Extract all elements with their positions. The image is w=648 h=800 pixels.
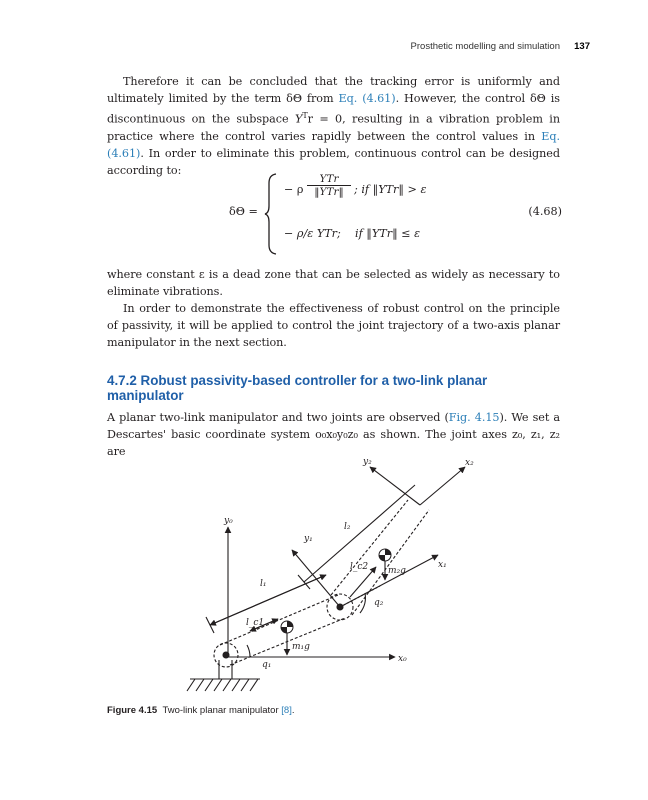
- equation-lhs: δΘ =: [229, 205, 258, 218]
- label-lc2: l_c2: [350, 562, 369, 572]
- eq-ref-link[interactable]: Eq. (4.61): [338, 92, 396, 105]
- figure-caption: Figure 4.15 Two-link planar manipulator [8].: [107, 705, 295, 716]
- label-m2g: m₂g: [388, 566, 406, 576]
- label-x2: x₂: [465, 458, 474, 468]
- eq-ref-link[interactable]: Eq. (4.61): [107, 129, 560, 160]
- running-title: Prosthetic modelling and simulation: [410, 41, 560, 52]
- case2-condition: if ‖YTr‖ ≤ ε: [355, 227, 421, 240]
- label-x0: x₀: [398, 654, 407, 664]
- left-brace: [264, 173, 278, 255]
- case1-expr: − ρ: [284, 183, 304, 196]
- citation-link[interactable]: [8]: [281, 705, 292, 716]
- label-q2: q₂: [374, 598, 384, 608]
- case1-fraction: YTr ‖YTr‖: [307, 173, 351, 198]
- label-y1: y₁: [304, 534, 313, 544]
- figure-manipulator: [180, 455, 474, 705]
- label-y2: y₂: [363, 457, 372, 467]
- com-1: [281, 621, 293, 633]
- equation-number: (4.68): [528, 205, 562, 218]
- label-y0: y₀: [224, 516, 233, 526]
- label-l1: l₁: [260, 579, 267, 589]
- case1-condition: ; if ‖YTr‖ > ε: [354, 183, 427, 196]
- label-q1: q₁: [262, 660, 272, 670]
- x2-axis: [420, 467, 465, 505]
- label-m1g: m₁g: [292, 642, 310, 652]
- ground-hatch: [187, 679, 258, 691]
- y2-axis: [370, 467, 420, 505]
- page-number: 137: [574, 41, 590, 52]
- com-2: [379, 549, 391, 561]
- joint-1: [223, 652, 229, 658]
- label-l2: l₂: [344, 522, 351, 532]
- paragraph-1: Therefore it can be concluded that the tracking error is uniformly and ultimately limited by the term δΘ from Eq. (4.61). However, the control δΘ is discontinuous on the subspace $Y^Tr = 0$, resulting in a vibration problem in practice where the control varies rapidly between the control values in Eq. (4.61). In order to eliminate this problem, continuous control can be designed according to:: [107, 75, 560, 177]
- case2-expr: − ρ/ε YTr;: [284, 227, 341, 240]
- fig-ref-link[interactable]: Fig. 4.15: [448, 411, 500, 424]
- paragraph-3: In order to demonstrate the effectiveness of robust control on the principle of passivity, it will be applied to control the joint trajectory of a two-axis planar manipulator in the next section.: [107, 302, 560, 349]
- y1-axis: [292, 550, 340, 607]
- section-heading: 4.7.2 Robust passivity-based controller for a two-link planar manipulator: [107, 373, 488, 403]
- paragraph-2: where constant ε is a dead zone that can be selected as widely as necessary to eliminate vibrations.: [107, 268, 560, 298]
- running-header: [410, 41, 590, 52]
- q1-arc: [247, 645, 250, 657]
- equation-4-68: [107, 171, 562, 257]
- label-x1: x₁: [438, 560, 447, 570]
- paragraph-4: A planar two-link manipulator and two joints are observed (Fig. 4.15). We set a Descartes' basic coordinate system o₀x₀y₀z₀ as shown. The joint axes z₀, z₁, z₂ are: [107, 411, 560, 458]
- label-lc1: l_c1: [246, 618, 265, 628]
